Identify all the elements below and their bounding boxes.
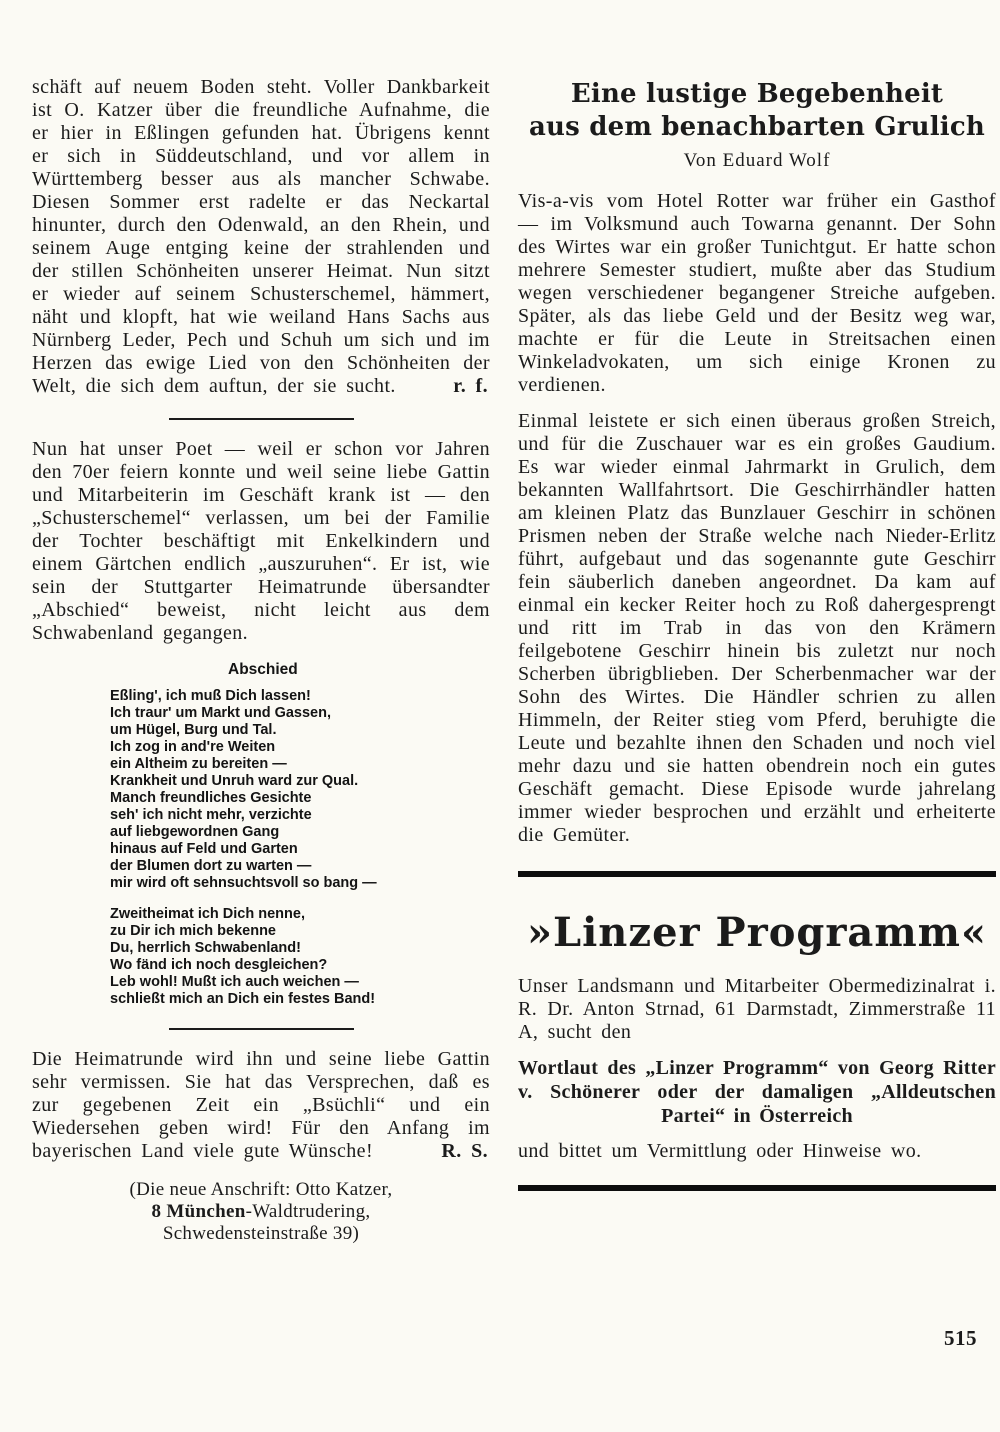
stanza-gap: [110, 892, 490, 906]
address-line: [32, 1201, 490, 1223]
paragraph-poet-abschied: Nun hat unser Poet — weil er schon vor Jahren den 70er feiern konnte und weil seine liebe Gattin und Mitarbeiterin im Geschäft krank ist — den „Schusterschemel“ verlassen, um bei der Familie der Tochter beschäftigt mit Enkelkindern und einem Gärtchen endlich „auszuruhen“. Er ist, wie sein der Stuttgarter Heimatrunde übersandter „Abschied“ beweist, nicht leicht aus dem Schwabenland gegangen.: [32, 438, 490, 644]
paragraph-katzer-continuation: [32, 76, 490, 398]
poem-line: Leb wohl! Mußt ich auch weichen —: [110, 974, 359, 990]
address-line: Schwedensteinstraße 39): [162, 1223, 360, 1244]
notice-paragraph-1: Unser Landsmann und Mitarbeiter Obermedizinalrat i. R. Dr. Anton Strnad, 61 Darmstadt, Zimmerstraße 11 A, sucht den: [518, 975, 996, 1043]
poem-line: ein Altheim zu bereiten —: [110, 756, 287, 772]
poem-line: hinaus auf Feld und Garten: [110, 841, 298, 857]
section-divider: [169, 1028, 354, 1030]
new-address-note: [32, 1179, 490, 1245]
page-number: 515: [944, 1326, 977, 1350]
story-paragraph-1: Vis-a-vis vom Hotel Rotter war früher ein Gasthof — im Volksmund auch Towarna genannt. Der Sohn des Wirtes war ein großer Tunichtgut. Er hatte schon mehrere Semester studiert, mußte aber das Studium wegen verschiedener begangener Streiche aufgeben. Später, als das liebe Geld und der Besitz weg war, machte er für die Leute in Streitsachen einen Winkeladvokaten, um sich einige Kronen zu verdienen.: [518, 190, 996, 396]
poem-line: der Blumen dort zu warten —: [110, 858, 312, 874]
poem-line: Zweitheimat ich Dich nenne,: [110, 906, 305, 922]
author-initials-rs: R. S.: [441, 1140, 488, 1162]
poem-title: Abschied: [228, 661, 298, 678]
poem-line: mir wird oft sehnsuchtsvoll so bang —: [110, 875, 377, 891]
poem-line: schließt mich an Dich ein festes Band!: [110, 991, 376, 1007]
poem-abschied: [32, 661, 490, 1008]
section-bar: [518, 1185, 996, 1191]
story-headline-line2: aus dem benachbarten Grulich: [528, 112, 986, 142]
paragraph-text: schäft auf neuem Boden steht. Voller Dankbarkeit ist O. Katzer über die freundliche Aufnahme, die er hier in Eßlingen gefunden hat. Übrigens kennt er sich in Süddeutschland, und vor allem in Württemberg besser aus als mancher Schwabe. Diesen Sommer erst radelte er das Neckartal hinunter, durch den Odenwald, an den Rhein, und seinem Auge entging keine der strahlenden und der stillen Schönheiten unserer Heimat. Nun sitzt er wieder auf seinem Schusterschemel, hämmert, näht und klopft, hat wie weiland Hans Sachs aus Nürnberg Leder, Pech und Schuh um sich und im Herzen das ewige Lied von den Schönheiten der Welt, die sich dem auftun, der sie sucht.: [32, 76, 490, 397]
paragraph-text: Die Heimatrunde wird ihn und seine liebe Gattin sehr vermissen. Sie hat das Versprechen, daß es zur gegebenen Zeit ein „Bsüchli“ und ein Wiedersehen geben wird! Für den Anfang im bayerischen Land viele gute Wünsche!: [32, 1048, 490, 1162]
poem-line: um Hügel, Burg und Tal.: [110, 722, 277, 738]
paragraph-heimatrunde-farewell: [32, 1048, 490, 1163]
notice-headline: »Linzer Programm«: [526, 909, 987, 956]
poem-line: zu Dir ich mich bekenne: [110, 923, 276, 939]
story-byline: Von Eduard Wolf: [683, 150, 831, 171]
address-line-rest: -Waldtrudering,: [245, 1201, 371, 1222]
poem-line: Eßling', ich muß Dich lassen!: [110, 688, 311, 704]
story-paragraph-2: Einmal leistete er sich einen überaus großen Streich, und für die Zuschauer war es ein großes Gaudium. Es war wieder einmal Jahrmarkt in Grulich, dem bekannten Wallfahrtsort. Die Geschirrhändler hatten am kleinen Platz das Bunzlauer Geschirr in schönen Prismen neben der Straße welche nach Nieder-Erlitz führt, aufgebaut und das sogenannte gute Geschirr fein säuberlich daneben angeordnet. Da kam auf einmal ein kecker Reiter hoch zu Roß dahergesprengt und ritt im Trab in das von den Krämern feilgebotene Geschirr hinein bis zuletzt nur noch Scherben übrigblieben. Der Scherbenmacher war der Sohn des Wirtes. Die Händler schrien zu allen Himmeln, der Reiter stieg vom Pferd, beruhigte die Leute und bezahlte ihnen den Schaden und noch viel mehr dazu und sie hatten obendrein noch ein gutes Geschäft gemacht. Diese Episode wurde jahrelang immer wieder besprochen und erzählt und erheiterte die Gemüter.: [518, 410, 996, 846]
author-initials-rf: r. f.: [453, 375, 488, 397]
section-divider: [169, 418, 354, 420]
address-city-bold: 8 München: [151, 1201, 246, 1222]
right-column: [518, 78, 996, 1191]
poem-line: seh' ich nicht mehr, verzichte: [110, 807, 312, 823]
poem-line: Ich traur' um Markt und Gassen,: [110, 705, 331, 721]
poem-line: Wo fänd ich noch desgleichen?: [110, 957, 328, 973]
poem-line: Krankheit und Unruh ward zur Qual.: [110, 773, 359, 789]
address-line: (Die neue Anschrift: Otto Katzer,: [129, 1179, 393, 1200]
section-bar: [518, 871, 996, 877]
poem-line: Du, herrlich Schwabenland!: [110, 940, 301, 956]
story-headline-line1: Eine lustige Begebenheit: [570, 79, 944, 109]
notice-paragraph-2: und bittet um Vermittlung oder Hinweise wo.: [518, 1140, 922, 1162]
poem-line: auf liebgewordnen Gang: [110, 824, 280, 840]
poem-line: Ich zog in and're Weiten: [110, 739, 276, 755]
left-column: [32, 76, 490, 1245]
notice-bold-request: Wortlaut des „Linzer Programm“ von Georg Ritter v. Schönerer oder der damaligen „Alldeutschen Partei“ in Österreich: [518, 1057, 996, 1127]
poem-line: Manch freundliches Gesichte: [110, 790, 312, 806]
story-headline: [518, 78, 996, 144]
